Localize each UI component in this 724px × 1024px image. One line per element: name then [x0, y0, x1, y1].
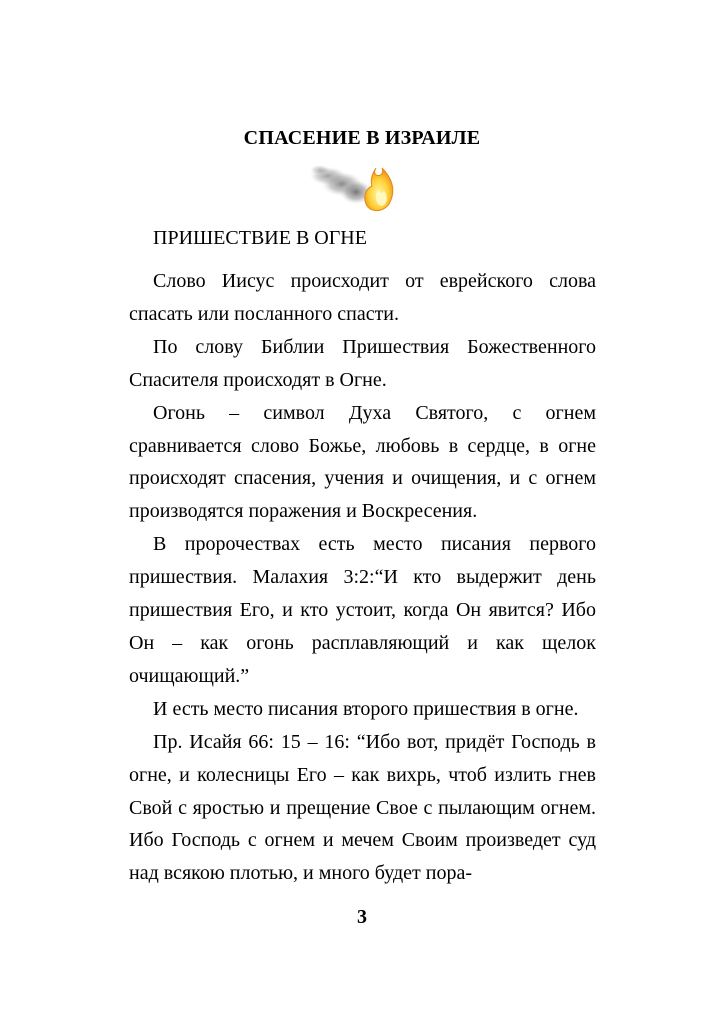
flame-icon	[306, 160, 398, 216]
page-number: 3	[357, 906, 367, 928]
paragraph: И есть место писания второго пришествия в огне.	[153, 697, 579, 720]
paragraph: Пр. Исайя 66: 15 – 16: “Ибо вот, придёт Господь в огне, и колесницы Его – как вихрь, чтоб излить гнев Свой с яростью и прещение Свое с пылающим огнем. Ибо Господь с огнем и мечем Своим произведет суд над всякою плотью, и много будет пора-	[129, 730, 596, 885]
page-title: СПАСЕНИЕ В ИЗРАИЛЕ	[243, 127, 481, 149]
paragraph: В пророчествах есть место писания первого пришествия. Малахия 3:2:“И кто выдержит день пришествия Его, и кто устоит, когда Он явится? Ибо Он – как огонь расплавляющий и как щелок очищающий.”	[129, 533, 596, 687]
paragraph: Слово Иисус происходит от еврейского слова спасать или посланного спасти.	[129, 270, 596, 325]
section-subtitle: ПРИШЕСТВИЕ В ОГНЕ	[153, 227, 367, 249]
smoke-trail	[310, 165, 372, 204]
paragraph: По слову Библии Пришествия Божественного Спасителя происходят в Огне.	[129, 335, 596, 391]
paragraph: Огонь – символ Духа Святого, с огнем сравнивается слово Божье, любовь в сердце, в огне происходят спасения, учения и очищения, и с огнем производятся поражения и Воскресения.	[129, 401, 596, 523]
body-text	[129, 265, 596, 890]
